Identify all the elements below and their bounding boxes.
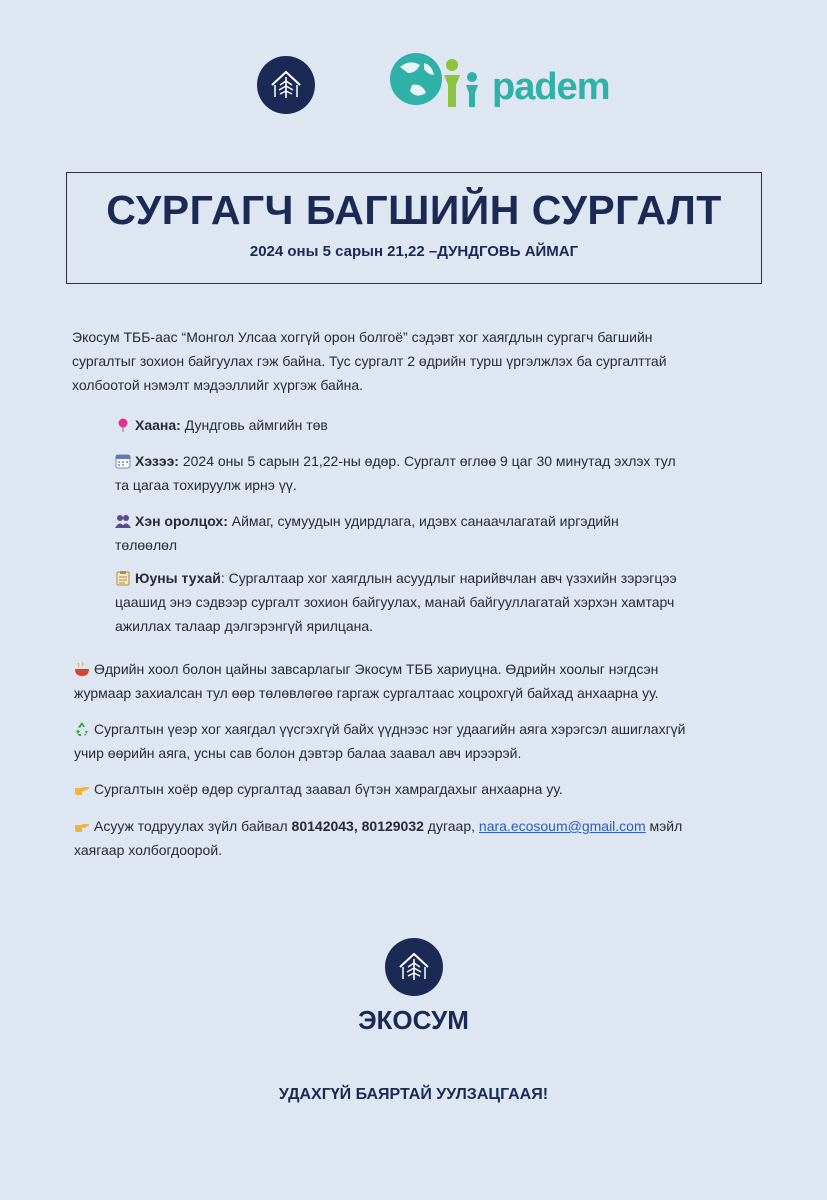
detail-where — [115, 413, 755, 437]
title-box — [66, 172, 762, 284]
who-label: Хэн оролцох: — [135, 513, 228, 529]
ecosum-logo-icon — [385, 938, 443, 996]
detail-who — [115, 509, 755, 557]
calendar-icon — [115, 452, 131, 468]
pointing-hand-icon — [74, 780, 90, 796]
contact-email-link[interactable]: nara.ecosoum@gmail.com — [478, 818, 646, 834]
ecosum-logo-icon — [257, 56, 315, 114]
pin-icon — [115, 416, 131, 432]
pointing-hand-icon — [74, 817, 90, 833]
detail-when — [115, 449, 755, 497]
recycle-text-cont: учир өөрийн аяга, усны сав болон дэвтэр балаа заавал авч ирээрэй. — [74, 745, 522, 761]
detail-about — [115, 566, 755, 638]
intro-paragraph — [72, 325, 762, 397]
about-value-cont: цаашид энэ сэдвээр сургалт зохион байгуулах, манай байгууллагатай хэрхэн хамтарч — [115, 594, 675, 610]
clipboard-icon — [115, 569, 131, 585]
padem-wordmark: padem — [492, 66, 610, 108]
when-label: Хэзээ: — [135, 453, 179, 469]
who-value-cont: төлөөлөл — [115, 537, 178, 553]
note-recycle — [74, 717, 764, 765]
meal-text-cont: журмаар захиалсан тул өөр төлөвлөгөө гаргаж сургалтаас хоцрохгүй байхад анхаарна уу. — [74, 685, 659, 701]
note-meal — [74, 657, 764, 705]
page-title: СУРГАГЧ БАГШИЙН СУРГАЛТ — [106, 187, 722, 233]
contact-mid: дугаар, — [423, 818, 479, 834]
intro-line: Экосум ТББ-аас “Монгол Улсаа хоггүй орон болгоё” сэдэвт хог хаягдлын сургагч багшийн — [72, 329, 653, 345]
intro-line: холбоотой нэмэлт мэдээллийг хүргэж байна. — [72, 377, 364, 393]
contact-text-cont: хаягаар холбогдоорой. — [74, 842, 223, 858]
attend-text: Сургалтын хоёр өдөр сургалтад заавал бүтэн хамрагдахыг анхаарна уу. — [94, 781, 563, 797]
where-value: Дундговь аймгийн төв — [180, 417, 328, 433]
meal-text: Өдрийн хоол болон цайны завсарлагыг Экосум ТББ хариуцна. Өдрийн хоолыг нэгдсэн — [94, 661, 659, 677]
contact-phones: 80142043, 80129032 — [291, 818, 424, 834]
about-value-cont: ажиллах талаар дэлгэрэнгүй ярилцана. — [115, 618, 374, 634]
about-value: : Сургалтаар хог хаягдлын асуудлыг нарийвчлан авч үзэхийн зэрэгцээ — [220, 570, 677, 586]
page-subtitle: 2024 оны 5 сарын 21,22 –ДУНДГОВЬ АЙМАГ — [249, 243, 579, 260]
note-attend — [74, 777, 764, 801]
recycle-text: Сургалтын үеэр хог хаягдал үүсгэхгүй байх үүднээс нэг удаагийн аяга хэрэгсэл ашиглахгүй — [94, 721, 686, 737]
intro-line: сургалтыг зохион байгуулах гэж байна. Тус сургалт 2 өдрийн турш үргэлжлэх ба сургалттай — [72, 353, 667, 369]
about-label: Юуны тухай — [135, 570, 221, 586]
who-value: Аймаг, сумуудын удирдлага, идэвх санаачлагатай иргэдийн — [227, 513, 619, 529]
note-contact — [74, 814, 764, 862]
recycle-icon — [74, 720, 90, 736]
contact-pre: Асууж тодруулах зүйл байвал — [94, 818, 292, 834]
people-icon — [115, 512, 131, 528]
contact-post: мэйл — [645, 818, 683, 834]
brand-name: ЭКОСУМ — [358, 1005, 469, 1035]
where-label: Хаана: — [135, 417, 181, 433]
when-value-cont: та цагаа тохируулж ирнэ үү. — [115, 477, 297, 493]
food-bowl-icon — [74, 660, 90, 676]
when-value: 2024 оны 5 сарын 21,22-ны өдөр. Сургалт өглөө 9 цаг 30 минутад эхлэх тул — [178, 453, 676, 469]
farewell-text: УДАХГҮЙ БАЯРТАЙ УУЛЗАЦГААЯ! — [278, 1086, 549, 1103]
